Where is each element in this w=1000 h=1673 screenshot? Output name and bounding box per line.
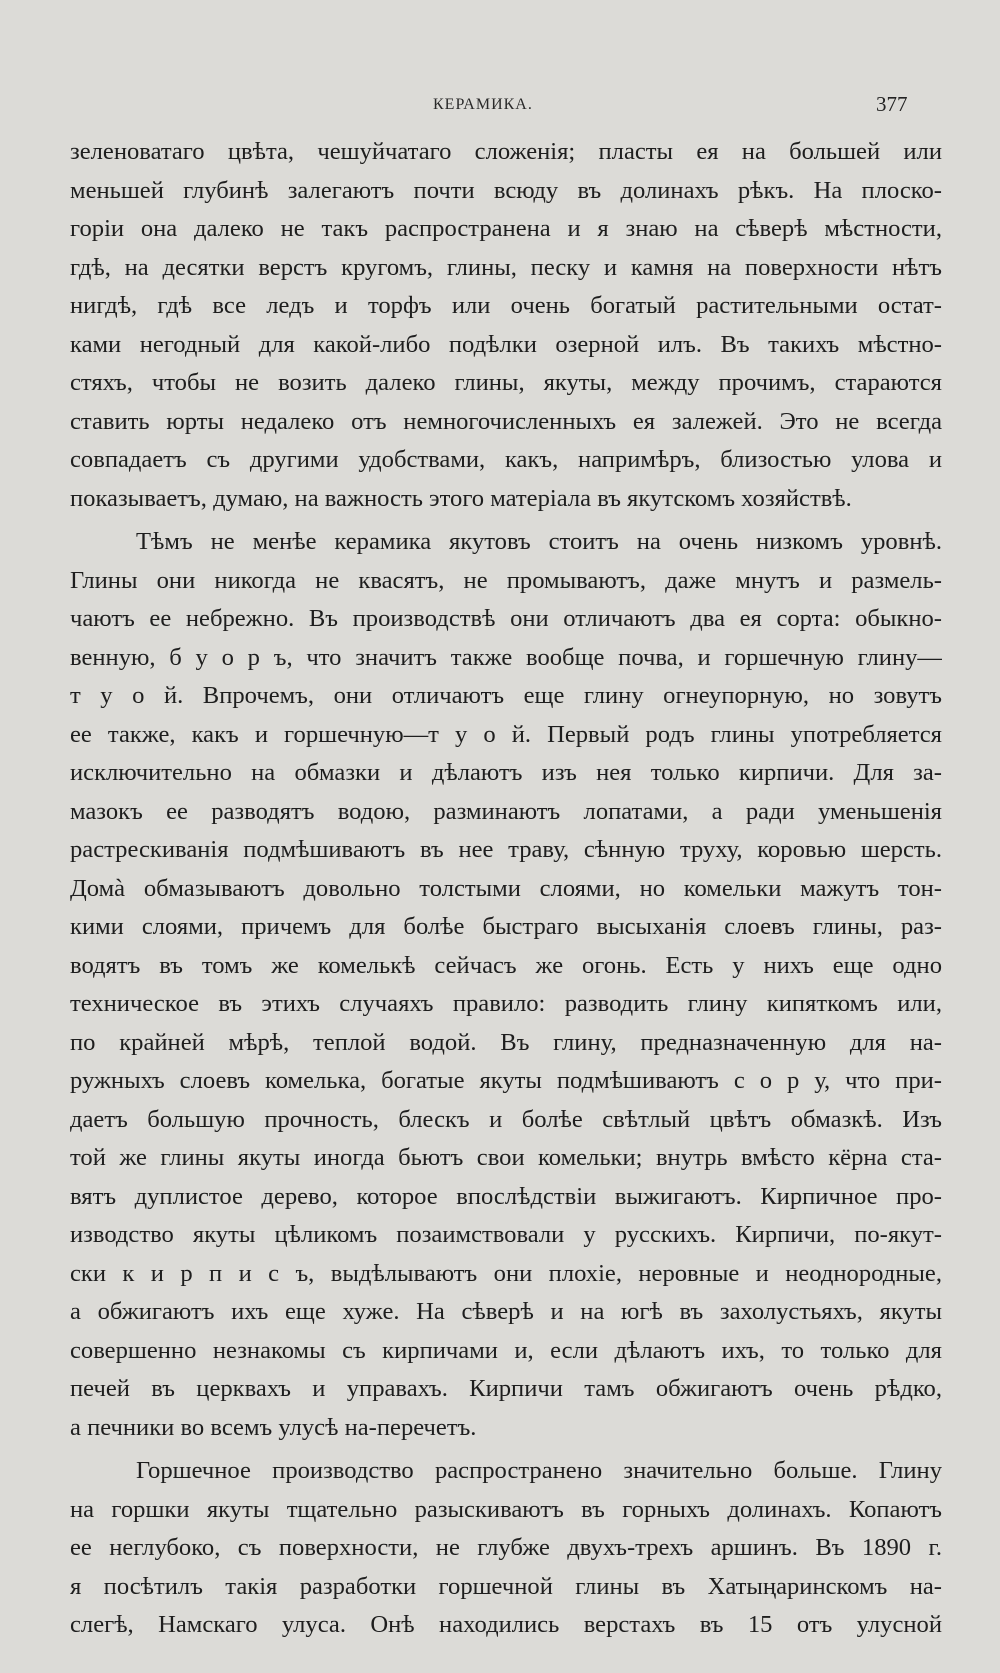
- text-line: нигдѣ, гдѣ все ледъ и торфъ или очень богатый растительными остат-: [70, 292, 942, 319]
- page-number: 377: [876, 92, 908, 116]
- text-line: ее также, какъ и горшечную—т у о й. Первый родъ глины употребляется: [70, 720, 942, 748]
- running-title: КЕРАМИКА.: [433, 96, 533, 113]
- text-line: совпадаетъ съ другими удобствами, какъ, напримѣръ, близостью улова и: [70, 446, 942, 473]
- text-line: Тѣмъ не менѣе керамика якутовъ стоитъ на очень низкомъ уровнѣ.: [136, 528, 942, 555]
- text-line: а обжигаютъ ихъ еще хуже. На сѣверѣ и на югѣ въ захолустьяхъ, якуты: [70, 1298, 942, 1325]
- text-line: ставить юрты недалеко отъ немногочисленныхъ ея залежей. Это не всегда: [70, 407, 942, 435]
- text-line: т у о й. Впрочемъ, они отличаютъ еще глину огнеупорную, но зовутъ: [70, 682, 942, 709]
- text-line: Домà обмазываютъ довольно толстыми слоями, но комельки мажутъ тон-: [70, 874, 942, 902]
- text-line: я посѣтилъ такія разработки горшечной глины въ Хатыңаринскомъ на-: [70, 1572, 942, 1600]
- text-line: по крайней мѣрѣ, теплой водой. Въ глину, предназначенную для на-: [70, 1028, 942, 1056]
- paragraph-1: [70, 133, 942, 518]
- text-line: ружныхъ слоевъ комелька, богатые якуты подмѣшиваютъ с о р у, что при-: [70, 1067, 942, 1094]
- text-line: растрескиванія подмѣшиваютъ въ нее траву, сѣнную труху, коровью шерсть.: [70, 836, 942, 863]
- text-line: изводство якуты цѣликомъ позаимствовали у русскихъ. Кирпичи, по-якут-: [70, 1221, 942, 1248]
- text-line: Глины они никогда не квасятъ, не промываютъ, даже мнутъ и размель-: [70, 566, 942, 594]
- running-head: [0, 92, 1000, 122]
- text-line: мазокъ ее разводятъ водою, разминаютъ лопатами, а ради уменьшенія: [70, 797, 942, 825]
- text-line: венную, б у о р ъ, что значитъ также вообще почва, и горшечную глину—: [70, 643, 942, 671]
- text-line: стяхъ, чтобы не возить далеко глины, якуты, между прочимъ, стараются: [70, 369, 942, 396]
- paragraph-2: [70, 523, 942, 1447]
- text-line: слегѣ, Намскаго улуса. Онѣ находились верстахъ въ 15 отъ улусной: [70, 1611, 942, 1638]
- text-line: ками негодный для какой-либо подѣлки озерной илъ. Въ такихъ мѣстно-: [70, 330, 942, 358]
- text-line: чаютъ ее небрежно. Въ производствѣ они отличаютъ два ея сорта: обыкно-: [70, 605, 942, 632]
- text-line: гдѣ, на десятки верстъ кругомъ, глины, песку и камня на поверхности нѣтъ: [70, 253, 942, 281]
- text-line: вятъ дуплистое дерево, которое впослѣдствіи выжигаютъ. Кирпичное про-: [70, 1182, 942, 1210]
- text-line: меньшей глубинѣ залегаютъ почти всюду въ долинахъ рѣкъ. На плоско-: [70, 176, 942, 204]
- text-line: даетъ большую прочность, блескъ и болѣе свѣтлый цвѣтъ обмазкѣ. Изъ: [70, 1105, 942, 1133]
- text-line: показываетъ, думаю, на важность этого матеріала въ якутскомъ хозяйствѣ.: [70, 484, 852, 512]
- text-line: водятъ въ томъ же комелькѣ сейчасъ же огонь. Есть у нихъ еще одно: [70, 951, 942, 979]
- text-line: кими слоями, причемъ для болѣе быстраго высыханія слоевъ глины, раз-: [70, 913, 942, 940]
- text-line: совершенно незнакомы съ кирпичами и, если дѣлаютъ ихъ, то только для: [70, 1336, 942, 1364]
- text-line: зеленоватаго цвѣта, чешуйчатаго сложенія; пласты ея на большей или: [70, 138, 942, 165]
- text-line: а печники во всемъ улусѣ на-перечетъ.: [70, 1413, 477, 1441]
- text-line: печей въ церквахъ и управахъ. Кирпичи тамъ обжигаютъ очень рѣдко,: [70, 1375, 942, 1402]
- text-line: той же глины якуты иногда бьютъ свои комельки; внутрь вмѣсто кёрна ста-: [70, 1144, 942, 1171]
- body-text: [70, 133, 942, 1645]
- text-line: горіи она далеко не такъ распространена и я знаю на сѣверѣ мѣстности,: [70, 215, 942, 242]
- text-line: ски к и р п и с ъ, выдѣлываютъ они плохіе, неровные и неоднородные,: [70, 1259, 942, 1287]
- text-line: на горшки якуты тщательно разыскиваютъ въ горныхъ долинахъ. Копаютъ: [70, 1495, 942, 1523]
- text-line: ее неглубоко, съ поверхности, не глубже двухъ-трехъ аршинъ. Въ 1890 г.: [70, 1534, 942, 1561]
- text-line: Горшечное производство распространено значительно больше. Глину: [136, 1457, 942, 1484]
- text-line: техническое въ этихъ случаяхъ правило: разводить глину кипяткомъ или,: [70, 990, 942, 1017]
- paragraph-3: [70, 1452, 942, 1645]
- text-line: исключительно на обмазки и дѣлаютъ изъ нея только кирпичи. Для за-: [70, 759, 942, 786]
